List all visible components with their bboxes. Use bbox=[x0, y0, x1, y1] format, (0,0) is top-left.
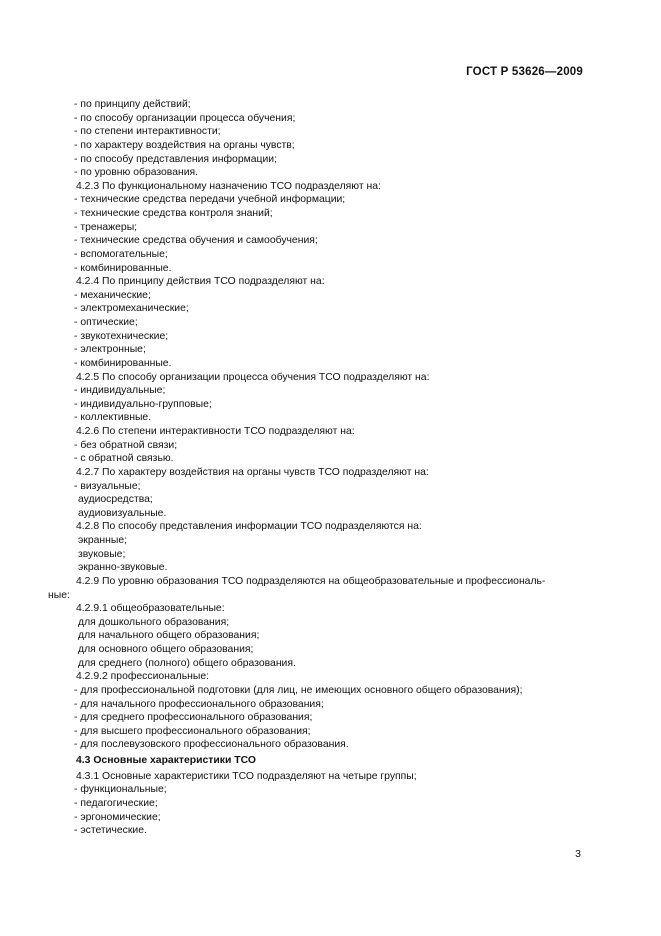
list-item: - без обратной связи; bbox=[74, 439, 178, 451]
sub-list-item: звуковые; bbox=[78, 548, 126, 560]
line-continuation: ные: bbox=[48, 589, 70, 601]
section-heading: 4.3 Основные характеристики ТСО bbox=[76, 755, 256, 766]
clause-heading: 4.2.8 По способу представления информации ТСО подразделяются на: bbox=[76, 521, 422, 533]
clause-heading: 4.2.6 По степени интерактивности ТСО подразделяют на: bbox=[76, 426, 355, 437]
list-item: - по характеру воздействия на органы чувств; bbox=[74, 139, 295, 151]
list-item: - по способу представления информации; bbox=[74, 153, 277, 165]
list-item: - по способу организации процесса обучения; bbox=[74, 112, 296, 124]
standard-number-header: ГОСТ Р 53626—2009 bbox=[466, 66, 583, 78]
list-item: - для среднего профессионального образования; bbox=[74, 712, 313, 724]
list-item: - педагогические; bbox=[74, 797, 158, 809]
list-item: - вспомогательные; bbox=[74, 248, 168, 260]
sub-list-item: экранные; bbox=[78, 535, 128, 546]
list-item: - звукотехнические; bbox=[74, 330, 169, 342]
clause-heading: 4.3.1 Основные характеристики ТСО подразделяют на четыре группы; bbox=[76, 770, 417, 782]
clause-heading: 4.2.7 По характеру воздействия на органы чувств ТСО подразделяют на: bbox=[76, 466, 429, 478]
list-item: - по уровню образования. bbox=[74, 167, 199, 179]
sub-list-item: для дошкольного образования; bbox=[78, 616, 230, 628]
list-item: - комбинированные. bbox=[74, 262, 172, 274]
list-item: - по степени интерактивности; bbox=[74, 126, 221, 138]
sub-list-item: для среднего (полного) общего образования. bbox=[78, 657, 296, 669]
list-item: - технические средства передачи учебной информации; bbox=[74, 194, 346, 206]
list-item: - функциональные; bbox=[74, 784, 167, 796]
clause-heading: 4.2.9.2 профессиональные: bbox=[76, 671, 210, 683]
clause-heading: 4.2.9.1 общеобразовательные: bbox=[76, 603, 225, 615]
list-item: - эстетические. bbox=[74, 825, 147, 837]
list-item: - технические средства контроля знаний; bbox=[74, 208, 273, 219]
document-body bbox=[48, 98, 594, 838]
list-item: - для начального профессионального образования; bbox=[74, 698, 324, 710]
list-item: - тренажеры; bbox=[74, 221, 138, 233]
list-item: - для высшего профессионального образования; bbox=[74, 725, 311, 737]
list-item: - для профессиональной подготовки (для лиц, не имеющих основного общего образования); bbox=[74, 684, 523, 696]
clause-heading: 4.2.5 По способу организации процесса обучения ТСО подразделяют на: bbox=[76, 371, 430, 383]
list-item: - визуальные; bbox=[74, 480, 141, 492]
list-item: - индивидуально-групповые; bbox=[74, 398, 212, 410]
list-item: - с обратной связью. bbox=[74, 453, 174, 465]
list-item: - оптические; bbox=[74, 317, 138, 328]
list-item: - коллективные. bbox=[74, 412, 152, 424]
sub-list-item: аудиосредства; bbox=[78, 494, 153, 506]
sub-list-item: для основного общего образования; bbox=[78, 644, 254, 655]
clause-heading: 4.2.9 По уровню образования ТСО подразделяются на общеобразовательные и профессиональ- bbox=[76, 575, 546, 587]
list-item: - по принципу действий; bbox=[74, 99, 191, 110]
list-item: - электронные; bbox=[74, 344, 146, 356]
page-number: 3 bbox=[575, 848, 581, 860]
list-item: - комбинированные. bbox=[74, 357, 172, 369]
clause-heading: 4.2.4 По принципу действия ТСО подразделяют на: bbox=[76, 276, 325, 288]
sub-list-item: аудиовизуальные. bbox=[78, 507, 167, 519]
clause-heading: 4.2.3 По функциональному назначению ТСО подразделяют на: bbox=[76, 180, 381, 192]
list-item: - индивидуальные; bbox=[74, 385, 166, 397]
list-item: - электромеханические; bbox=[74, 303, 189, 315]
sub-list-item: для начального общего образования; bbox=[78, 630, 260, 642]
list-item: - эргономические; bbox=[74, 811, 161, 823]
list-item: - механические; bbox=[74, 289, 151, 301]
list-item: - технические средства обучения и самообучения; bbox=[74, 235, 318, 247]
sub-list-item: экранно-звуковые. bbox=[78, 562, 168, 574]
list-item: - для послевузовского профессионального образования. bbox=[74, 739, 349, 751]
